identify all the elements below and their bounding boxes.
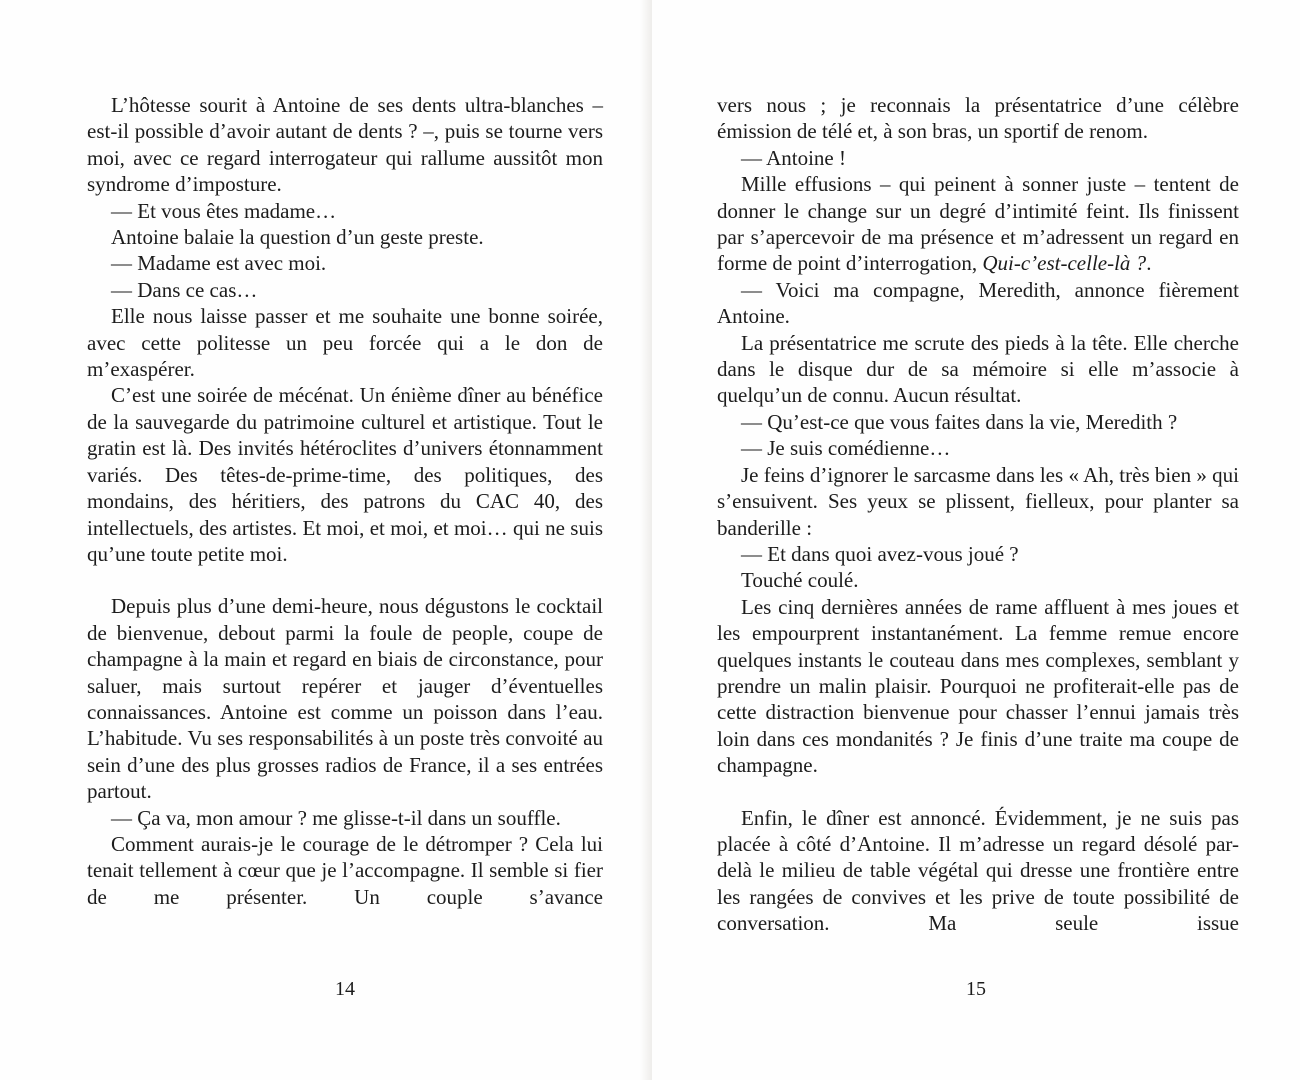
dialogue-line: — Dans ce cas… — [111, 277, 258, 302]
paragraph: Elle nous laisse passer et me souhaite une bonne soirée, avec cette politesse un peu forcée qui a le don de m’exaspérer. — [87, 304, 603, 382]
paragraph: Les cinq dernières années de rame affluent à mes joues et les empourprent instantanément. La femme remue encore quelques instants le couteau dans mes complexes, semblant y prendre un malin plaisir. Pourquoi ne profiterait-elle pas de cette distraction bienvenue pour chasser l’ennui jamais très loin dans ces mondanités ? Je finis d’une traite ma coupe de champagne. — [717, 594, 1239, 778]
page-number-right: 15 — [966, 978, 986, 1000]
paragraph: Je feins d’ignorer le sarcasme dans les « Ah, très bien » qui s’ensuivent. Ses yeux se plissent, fielleux, pour planter sa banderille : — [717, 462, 1239, 540]
left-page-text — [87, 92, 603, 910]
page-number-left: 14 — [335, 978, 355, 1000]
left-page — [0, 0, 648, 1080]
right-page-text — [717, 92, 1239, 937]
italic-phrase: Qui-c’est-celle-là ? — [982, 251, 1147, 276]
paragraph: Touché coulé. — [741, 568, 859, 593]
paragraph: Antoine balaie la question d’un geste preste. — [111, 225, 484, 250]
dialogue-line: — Ça va, mon amour ? me glisse-t-il dans un souffle. — [111, 805, 561, 830]
paragraph: vers nous ; je reconnais la présentatrice d’une célèbre émission de télé et, à son bras, un sportif de renom. — [717, 93, 1239, 144]
dialogue-line: — Et vous êtes madame… — [111, 198, 337, 223]
paragraph: L’hôtesse sourit à Antoine de ses dents ultra-blanches – est-il possible d’avoir autant de dents ? –, puis se tourne vers moi, avec ce regard interrogateur qui rallume aussitôt mon syndrome d’imposture. — [87, 93, 603, 197]
dialogue-line: — Et dans quoi avez-vous joué ? — [741, 541, 1019, 566]
dialogue-line: — Antoine ! — [741, 145, 846, 170]
paragraph-end: . — [1146, 251, 1152, 276]
dialogue-line: — Voici ma compagne, Meredith, annonce fièrement Antoine. — [717, 277, 1239, 329]
dialogue-line: — Qu’est-ce que vous faites dans la vie, Meredith ? — [741, 409, 1178, 434]
paragraph: La présentatrice me scrute des pieds à la tête. Elle cherche dans le disque dur de sa mémoire si elle m’associe à quelqu’un de connu. Aucun résultat. — [717, 330, 1239, 408]
paragraph — [717, 171, 1239, 277]
paragraph-text: Mille effusions – qui peinent à sonner juste – tentent de donner le change sur un degré d’intimité feint. Ils finissent par s’apercevoir de ma présence et m’adressent un regard en forme de point d’interrogation, — [717, 172, 1239, 276]
dialogue-line: — Je suis comédienne… — [741, 436, 951, 461]
dialogue-line: — Madame est avec moi. — [111, 251, 327, 276]
paragraph: C’est une soirée de mécénat. Un énième dîner au bénéfice de la sauvegarde du patrimoine culturel et artistique. Tout le gratin est là. Des invités hétéroclites d’univers étonnamment variés. Des têtes-de-prime-time, des politiques, des mondains, des héritiers, des patrons du CAC 40, des intellectuels, des artistes. Et moi, et moi, et moi… qui ne suis qu’une toute petite moi. — [87, 383, 603, 566]
paragraph: Depuis plus d’une demi-heure, nous dégustons le cocktail de bienvenue, debout parmi la foule de people, coupe de champagne à la main et regard en biais de circonstance, pour saluer, mais surtout repérer et jauger d’éventuelles connaissances. Antoine est comme un poisson dans l’eau. L’habitude. Vu ses responsabilités à un poste très convoité au sein d’une des plus grosses radios de France, il a ses entrées partout. — [87, 594, 603, 804]
right-page — [652, 0, 1300, 1080]
paragraph: Enfin, le dîner est annoncé. Évidemment, je ne suis pas placée à côté d’Antoine. Il m’adresse un regard désolé par-delà le milieu de table végétal qui dresse une frontière entre les rangées de convives et les prive de toute possibilité de conversation. Ma seule issue — [717, 805, 1239, 936]
paragraph: Comment aurais-je le courage de le détromper ? Cela lui tenait tellement à cœur que je l’accompagne. Il semble si fier de me présenter. Un couple s’avance — [87, 831, 603, 909]
